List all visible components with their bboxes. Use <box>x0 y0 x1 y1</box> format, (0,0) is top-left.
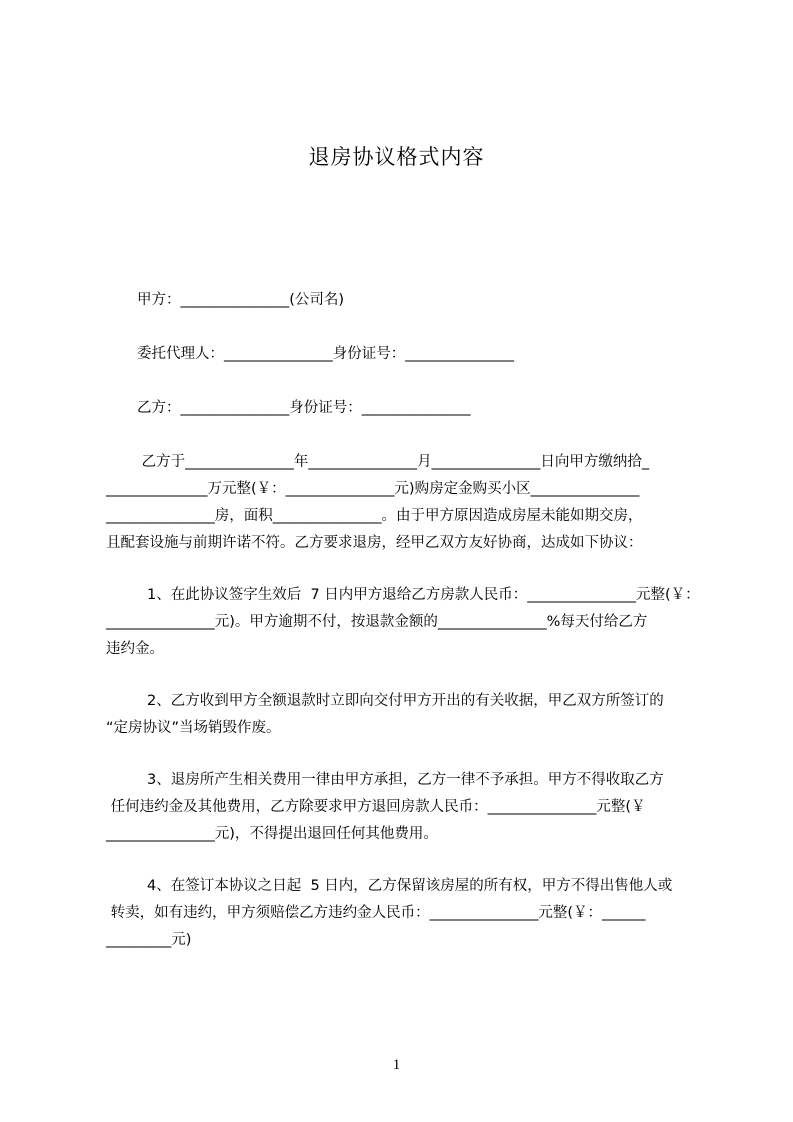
clause-line: 任何违约金及其他费用，乙方除要求甲方退回房款人民币：_______________元整(￥ <box>106 799 646 815</box>
intro-line: 且配套设施与前期许诺不符。乙方要求退房，经甲乙双方友好协商，达成如下协议： <box>106 535 643 551</box>
clause-line: _________元) <box>106 932 192 948</box>
clause-line: 转卖，如有违约，甲方须赔偿乙方违约金人民币：_______________元整(￥：______ <box>106 905 646 921</box>
clause-line: 3、退房所产生相关费用一律由甲方承担，乙方一律不予承担。甲方不得收取乙方 <box>147 772 664 788</box>
document-title: 退房协议格式内容 <box>308 145 485 169</box>
clause-line: 4、在签订本协议之日起 5 日内，乙方保留该房屋的所有权，甲方不得出售他人或 <box>147 878 673 894</box>
clause-line: “定房协议”当场销毁作废。 <box>106 720 281 736</box>
page-number: 1 <box>392 1057 401 1073</box>
clause-line: _______________元)。甲方逾期不付，按退款金额的_______________%每天付给乙方 <box>106 614 648 630</box>
intro-line: _______________房，面积_______________。由于甲方原因造成房屋未能如期交房， <box>106 508 643 524</box>
party-a-line: 甲方：_______________(公司名) <box>137 292 345 308</box>
clause-line: 2、乙方收到甲方全额退款时立即向交付甲方开出的有关收据，甲乙双方所签订的 <box>147 693 664 709</box>
clause-line: 1、在此协议签字生效后 7 日内甲方退给乙方房款人民币：_______________元整(￥： <box>147 587 700 603</box>
intro-line: ______________万元整(￥：_______________元)购房定金购买小区_______________ <box>106 481 640 497</box>
clause-line: 违约金。 <box>106 641 164 657</box>
intro-line: 乙方于_______________年_______________月_______________日向甲方缴纳拾_ <box>137 454 650 470</box>
agent-line: 委托代理人：_______________身份证号：_______________ <box>137 346 514 362</box>
clause-line: _______________元)，不得提出退回任何其他费用。 <box>106 826 438 842</box>
party-b-line: 乙方：_______________身份证号：_______________ <box>137 400 471 416</box>
